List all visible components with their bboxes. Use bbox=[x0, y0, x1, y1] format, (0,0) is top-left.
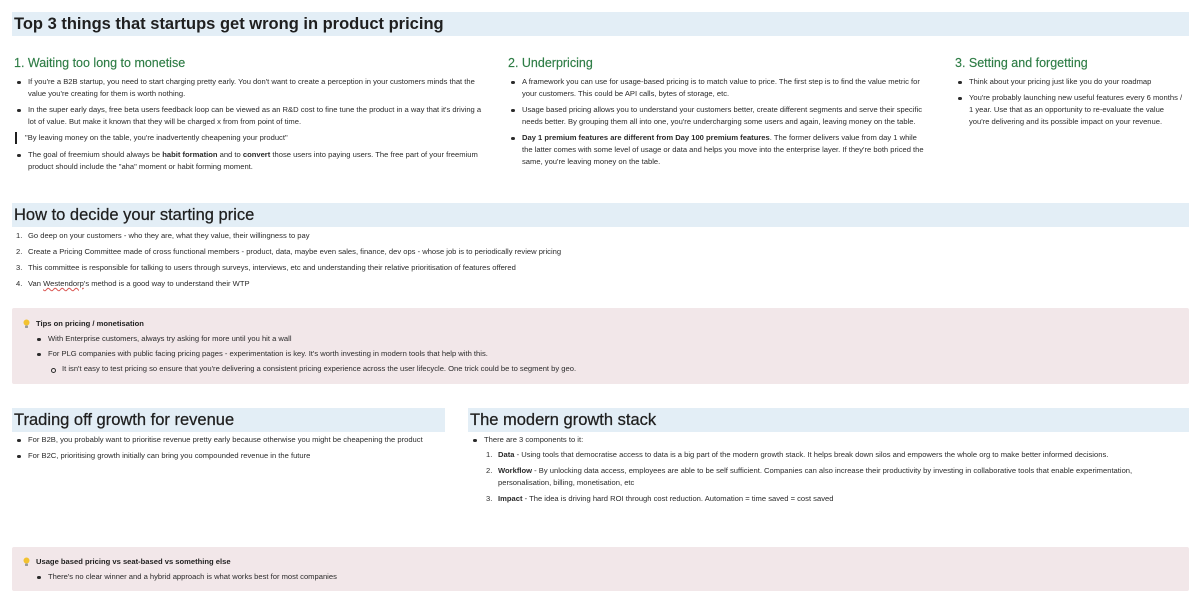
section-heading: How to decide your starting price bbox=[14, 205, 255, 224]
text: . The former delivers value from day 1 while the latter comes with some level of usage or data and helps you move into the enterprise layer. If they're both priced the same, you're leaving money on the table. bbox=[522, 133, 924, 166]
lightbulb-icon bbox=[23, 319, 30, 329]
item-number: 2. bbox=[16, 247, 23, 256]
usage-pricing-callout bbox=[12, 547, 1189, 591]
list-item bbox=[484, 465, 1185, 489]
list-item: For PLG companies with public facing pricing pages - experimentation is key. It's worth investing in modern tools that help with this. bbox=[34, 348, 1179, 360]
section-setting-and-forgetting bbox=[955, 56, 1185, 132]
bullet-list bbox=[34, 571, 1179, 583]
callout-title-text: Usage based pricing vs seat-based vs something else bbox=[36, 557, 231, 566]
section-heading: 1. Waiting too long to monetise bbox=[14, 56, 186, 70]
section-underpricing bbox=[508, 56, 926, 172]
title-bar bbox=[12, 12, 1189, 36]
list-item: There's no clear winner and a hybrid approach is what works best for most companies bbox=[34, 571, 1179, 583]
text: and to bbox=[217, 150, 243, 159]
callout-body bbox=[22, 571, 1179, 583]
callout-body bbox=[22, 333, 1179, 375]
nested-bullet-list bbox=[34, 363, 1179, 375]
list-item: A framework you can use for usage-based pricing is to match value to price. The first step is to find the value metric for your customers. This could be API calls, bytes of storage, etc. bbox=[508, 76, 926, 100]
callout-title bbox=[22, 318, 1179, 330]
section-heading-bar bbox=[468, 408, 1189, 432]
spellcheck-word: Westendorp bbox=[43, 279, 84, 288]
bold-text: convert bbox=[242, 150, 271, 159]
section-waiting-to-monetise bbox=[14, 56, 484, 177]
callout-title bbox=[22, 556, 1179, 568]
item-number: 2. bbox=[486, 466, 493, 475]
bold-text: Impact bbox=[498, 494, 523, 503]
quote-block: "By leaving money on the table, you're inadvertently cheapening your product" bbox=[15, 132, 484, 144]
bullet-list bbox=[14, 149, 484, 173]
lightbulb-icon bbox=[23, 557, 30, 567]
list-item: With Enterprise customers, always try asking for more until you hit a wall bbox=[34, 333, 1179, 345]
item-number: 4. bbox=[16, 279, 23, 288]
list-item bbox=[14, 149, 484, 173]
item-text: 's method is a good way to understand their WTP bbox=[83, 279, 250, 288]
bold-text: Data bbox=[498, 450, 515, 459]
section-heading: 3. Setting and forgetting bbox=[955, 56, 1088, 70]
item-number: 1. bbox=[486, 450, 493, 459]
bullet-list bbox=[470, 434, 1185, 446]
list-item bbox=[14, 230, 1184, 242]
list-item bbox=[14, 246, 1184, 258]
page-title: Top 3 things that startups get wrong in product pricing bbox=[14, 14, 444, 33]
bold-text: Workflow bbox=[498, 466, 533, 475]
bullet-list bbox=[955, 76, 1185, 128]
text: The goal of freemium should always be bbox=[28, 150, 163, 159]
list-item: You're probably launching new useful features every 6 months / 1 year. Use that as an opportunity to re-evaluate the value you're delivering and its possible impact on your revenue. bbox=[955, 92, 1185, 128]
list-item: For B2B, you probably want to prioritise revenue pretty early because otherwise you might be cheapening the product bbox=[14, 434, 434, 446]
callout-title-text: Tips on pricing / monetisation bbox=[36, 319, 144, 328]
item-text: This committee is responsible for talking to users through surveys, interviews, etc and understanding their relative prioritisation of features offered bbox=[28, 263, 516, 272]
list-item bbox=[484, 449, 1185, 461]
section-heading: Trading off growth for revenue bbox=[14, 410, 235, 429]
tradeoff-list bbox=[14, 434, 434, 466]
list-item bbox=[508, 132, 926, 168]
section-heading-bar bbox=[12, 203, 1189, 227]
item-number: 3. bbox=[486, 494, 493, 503]
list-item: There are 3 components to it: bbox=[470, 434, 1185, 446]
list-item bbox=[14, 278, 1184, 290]
item-text: - Using tools that democratise access to data is a big part of the modern growth stack. It helps break down silos and empowers the whole org to make better informed decisions. bbox=[514, 450, 1109, 459]
bullet-list bbox=[14, 76, 484, 128]
list-item bbox=[14, 262, 1184, 274]
item-text: Van bbox=[28, 279, 44, 288]
list-item: It isn't easy to test pricing so ensure that you're delivering a consistent pricing experience across the user lifecycle. One trick could be to segment by geo. bbox=[48, 363, 1179, 375]
numbered-list bbox=[14, 230, 1184, 290]
growth-stack-list bbox=[470, 434, 1185, 509]
item-text: - The idea is driving hard ROI through cost reduction. Automation = time saved = cost saved bbox=[522, 494, 834, 503]
list-item: In the super early days, free beta users feedback loop can be viewed as an R&D cost to fine tune the product in a way that it's driving a lot of value. But make it known that they will be charged x from from point of time. bbox=[14, 104, 484, 128]
section-heading: 2. Underpricing bbox=[508, 56, 593, 70]
bullet-list bbox=[14, 434, 434, 462]
item-number: 3. bbox=[16, 263, 23, 272]
list-item: Usage based pricing allows you to understand your customers better, create different segments and serve their specific needs better. By grouping them all into one, you're undercharging some users and again, leaving money on the table. bbox=[508, 104, 926, 128]
starting-price-list bbox=[14, 230, 1184, 294]
item-text: - By unlocking data access, employees are able to be self sufficient. Companies can also increase their productivity by investing in collaborative tools that enable experimentation, personalisation, billing, monetisation, etc bbox=[498, 466, 1133, 487]
item-text: Go deep on your customers - who they are, what they value, their willingness to pay bbox=[28, 231, 310, 240]
section-heading-bar bbox=[12, 408, 445, 432]
text: those users into paying users. The free part of your freemium product should include the "aha" moment or habit forming moment. bbox=[28, 150, 478, 171]
numbered-list bbox=[470, 449, 1185, 505]
item-text: Create a Pricing Committee made of cross functional members - product, data, maybe even sales, finance, dev ops - whose job is to periodically review pricing bbox=[28, 247, 562, 256]
bullet-list bbox=[34, 333, 1179, 360]
list-item: If you're a B2B startup, you need to start charging pretty early. You don't want to create a perception in your customers minds that the value you're creating for them is worth nothing. bbox=[14, 76, 484, 100]
bold-text: habit formation bbox=[162, 150, 218, 159]
bold-text: Day 1 premium features are different from Day 100 premium features bbox=[522, 133, 770, 142]
section-heading: The modern growth stack bbox=[470, 410, 657, 429]
tips-callout bbox=[12, 308, 1189, 384]
list-item bbox=[484, 493, 1185, 505]
bullet-list bbox=[508, 76, 926, 168]
list-item: Think about your pricing just like you do your roadmap bbox=[955, 76, 1185, 88]
item-number: 1. bbox=[16, 231, 23, 240]
list-item: For B2C, prioritising growth initially can bring you compounded revenue in the future bbox=[14, 450, 434, 462]
